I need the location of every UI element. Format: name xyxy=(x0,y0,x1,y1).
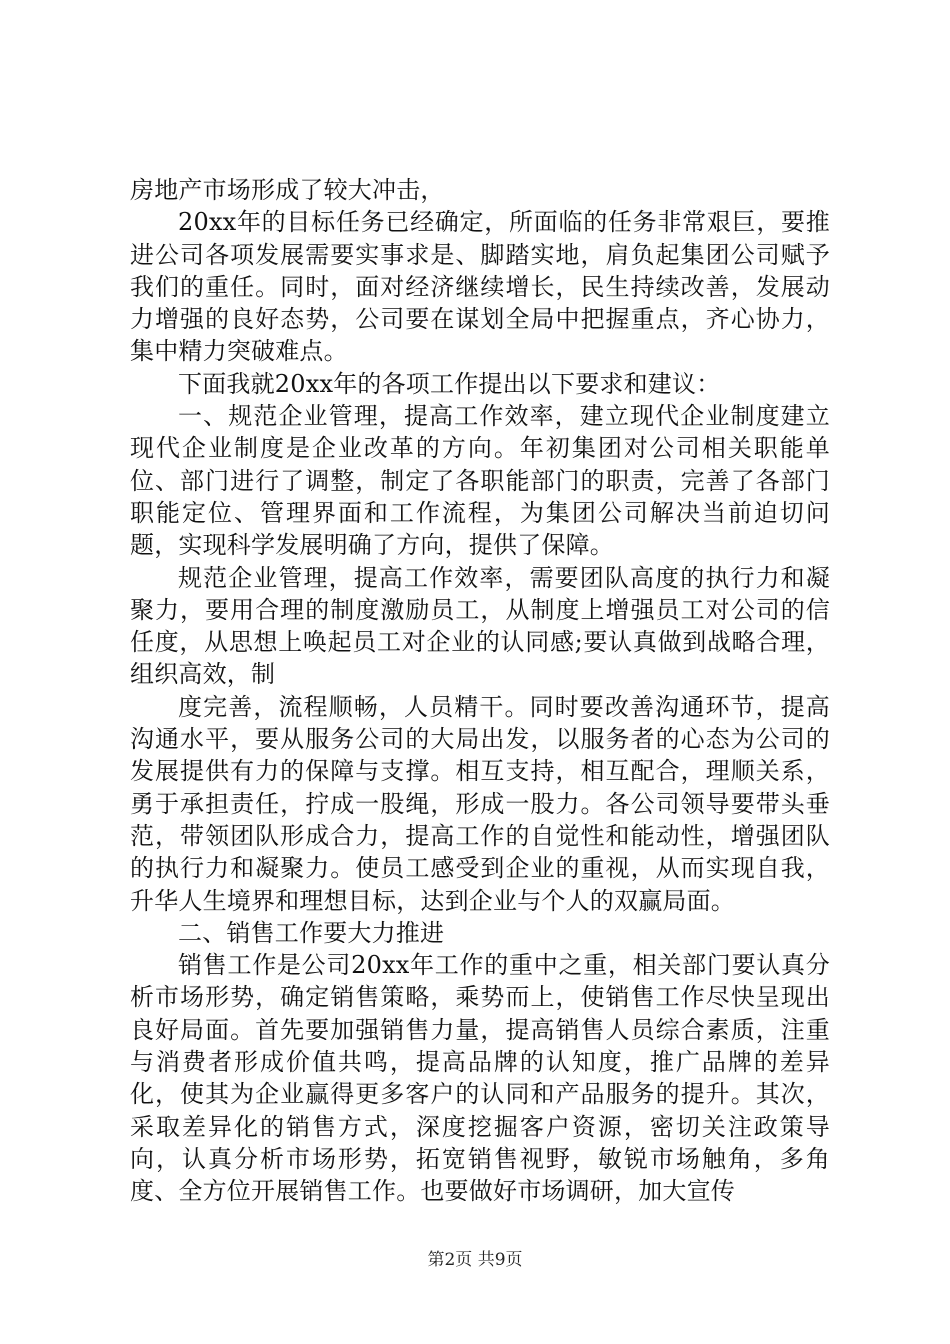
paragraph: 下面我就20xx年的各项工作提出以下要求和建议： xyxy=(178,369,721,398)
section-heading: 二、销售工作要大力推进 xyxy=(178,918,445,947)
page-number-footer: 第2页 共9页 xyxy=(427,1250,523,1270)
paragraph: 规范企业管理，提高工作效率，需要团队高度的执行力和凝聚力，要用合理的制度激励员工，从制度上增强员工对公司的信任度，从思想上唤起员工对企业的认同感;要认真做到战略合理，组织高效，制 xyxy=(130,563,830,689)
paragraph: 一、规范企业管理，提高工作效率，建立现代企业制度建立现代企业制度是企业改革的方向。年初集团对公司相关职能单位、部门进行了调整，制定了各职能部门的职责，完善了各部门职能定位、管理界面和工作流程，为集团公司解决当前迫切问题，实现科学发展明确了方向，提供了保障。 xyxy=(130,402,830,560)
document-body xyxy=(130,174,830,1208)
paragraph: 度完善，流程顺畅，人员精干。同时要改善沟通环节，提高沟通水平，要从服务公司的大局出发，以服务者的心态为公司的发展提供有力的保障与支撑。相互支持，相互配合，理顺关系，勇于承担责任，拧成一股绳，形成一股力。各公司领导要带头垂范，带领团队形成合力，提高工作的自觉性和能动性，增强团队的执行力和凝聚力。使员工感受到企业的重视，从而实现自我，升华人生境界和理想目标，达到企业与个人的双赢局面。 xyxy=(130,692,830,915)
paragraph: 20xx年的目标任务已经确定，所面临的任务非常艰巨，要推进公司各项发展需要实事求是、脚踏实地，肩负起集团公司赋予我们的重任。同时，面对经济继续增长，民生持续改善，发展动力增强的良好态势，公司要在谋划全局中把握重点，齐心协力，集中精力突破难点。 xyxy=(130,208,830,366)
paragraph: 销售工作是公司20xx年工作的重中之重，相关部门要认真分析市场形势，确定销售策略，乘势而上，使销售工作尽快呈现出良好局面。首先要加强销售力量，提高销售人员综合素质，注重与消费者形成价值共鸣，提高品牌的认知度，推广品牌的差异化，使其为企业赢得更多客户的认同和产品服务的提升。其次，采取差异化的销售方式，深度挖掘客户资源，密切关注政策导向，认真分析市场形势，拓宽销售视野，敏锐市场触角，多角度、全方位开展销售工作。也要做好市场调研，加大宣传 xyxy=(130,951,830,1206)
paragraph: 房地产市场形成了较大冲击， xyxy=(130,176,445,204)
